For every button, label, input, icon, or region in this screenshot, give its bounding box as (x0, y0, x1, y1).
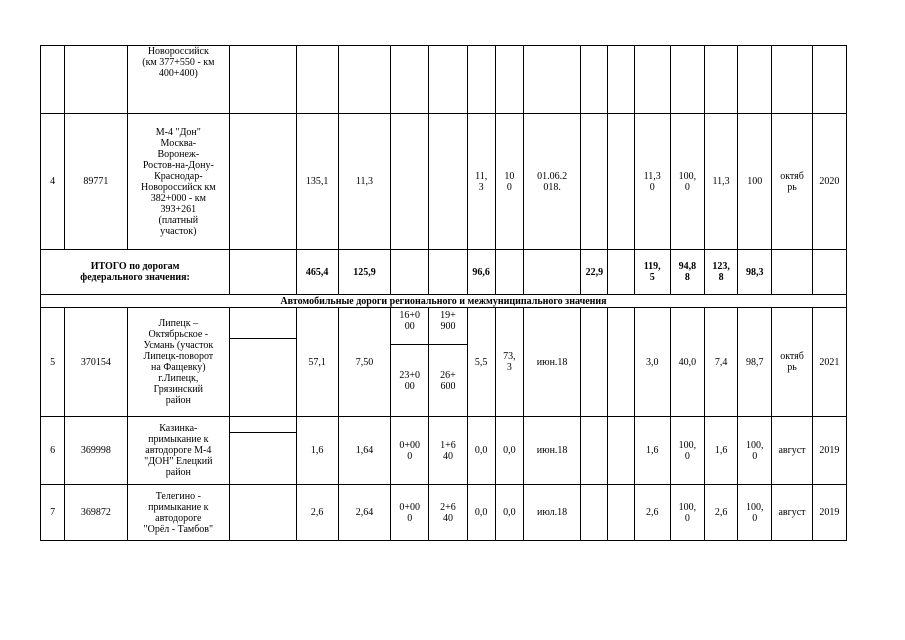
section-header-row (41, 295, 847, 308)
cell-value: 0,0 (495, 417, 523, 485)
row-number: 5 (41, 308, 65, 417)
road-id: 89771 (65, 114, 127, 250)
cell-value: 7,4 (705, 308, 738, 417)
road-name: Казинка- примыкание к автодороге М-4 "ДОН" Елецкий район (127, 417, 230, 485)
cell-value: 11,3 0 (634, 114, 670, 250)
row-number: 4 (41, 114, 65, 250)
total-value: 94,8 8 (670, 250, 704, 295)
cell-value: 5,5 (467, 308, 495, 417)
row-number: 6 (41, 417, 65, 485)
cell-value: 11, 3 (467, 114, 495, 250)
total-value: 123, 8 (705, 250, 738, 295)
total-length: 135,1 (296, 114, 338, 250)
cell-value: 10 0 (495, 114, 523, 250)
total-length: 2,6 (296, 485, 338, 541)
month-cell: октяб рь (772, 308, 812, 417)
cell-value: 100, 0 (670, 485, 704, 541)
total-length: 57,1 (296, 308, 338, 417)
year-cell: 2020 (812, 114, 846, 250)
date-cell: июн.18 (523, 308, 580, 417)
road-name: М-4 "Дон" Москва- Воронеж- Ростов-на-Дону- Краснодар- Новороссийск км 382+000 - км 393+261 (платный участок) (127, 114, 230, 250)
row-number: 7 (41, 485, 65, 541)
cell-value: 100, 0 (670, 114, 704, 250)
year-cell: 2019 (812, 417, 846, 485)
road-name: Новороссийск (км 377+550 - км 400+400) (127, 46, 230, 114)
cell-value: 1,6 (634, 417, 670, 485)
road-id: 369998 (65, 417, 127, 485)
year-cell: 2021 (812, 308, 846, 417)
total-value: 465,4 (296, 250, 338, 295)
cell-value: 2,6 (634, 485, 670, 541)
month-cell: август (772, 417, 812, 485)
section-header: Автомобильные дороги регионального и межмуниципального значения (41, 295, 847, 308)
total-label: ИТОГО по дорогам федерального значения: (41, 250, 230, 295)
roads-table (40, 45, 847, 541)
km-to: 1+6 40 (429, 417, 467, 485)
cell-value: 0,0 (467, 485, 495, 541)
section-length: 7,50 (338, 308, 390, 417)
road-id: 370154 (65, 308, 127, 417)
km-from-1: 16+0 00 (391, 308, 428, 345)
cell-value: 0,0 (495, 485, 523, 541)
section-length: 11,3 (338, 114, 390, 250)
table-row (41, 485, 847, 541)
cell-value: 73, 3 (495, 308, 523, 417)
road-name: Липецк – Октябрьское - Усмань (участок Липецк-поворот на Фащевку) г.Липецк, Грязинский район (127, 308, 230, 417)
total-length: 1,6 (296, 417, 338, 485)
km-from: 0+00 0 (391, 485, 429, 541)
section-length: 2,64 (338, 485, 390, 541)
total-value: 125,9 (338, 250, 390, 295)
cell-value: 100 (738, 114, 772, 250)
cell-value: 98,7 (738, 308, 772, 417)
cell-value: 100, 0 (738, 417, 772, 485)
total-row (41, 250, 847, 295)
total-value: 96,6 (467, 250, 495, 295)
cell-value: 40,0 (670, 308, 704, 417)
cell-value: 11,3 (705, 114, 738, 250)
date-cell: июн.18 (523, 417, 580, 485)
cell-value: 1,6 (705, 417, 738, 485)
section-length: 1,64 (338, 417, 390, 485)
table-row (41, 417, 847, 485)
total-value: 119, 5 (634, 250, 670, 295)
cell-value: 100, 0 (670, 417, 704, 485)
km-to: 2+6 40 (429, 485, 467, 541)
date-cell: 01.06.2 018. (523, 114, 580, 250)
road-id: 369872 (65, 485, 127, 541)
km-to-1: 19+ 900 (429, 308, 466, 345)
total-value: 98,3 (738, 250, 772, 295)
km-from-2: 23+0 00 (399, 369, 421, 392)
road-name: Телегино - примыкание к автодороге "Орёл - Тамбов" (127, 485, 230, 541)
cell-value: 100, 0 (738, 485, 772, 541)
year-cell: 2019 (812, 485, 846, 541)
table-row (41, 114, 847, 250)
cell-value: 0,0 (467, 417, 495, 485)
cell-value: 2,6 (705, 485, 738, 541)
table-row-continuation (41, 46, 847, 114)
km-to-2: 26+ 600 (440, 369, 456, 392)
total-value: 22,9 (581, 250, 608, 295)
cell-value: 3,0 (634, 308, 670, 417)
date-cell: июл.18 (523, 485, 580, 541)
month-cell: октяб рь (772, 114, 812, 250)
table-row (41, 308, 847, 417)
month-cell: август (772, 485, 812, 541)
km-from: 0+00 0 (391, 417, 429, 485)
